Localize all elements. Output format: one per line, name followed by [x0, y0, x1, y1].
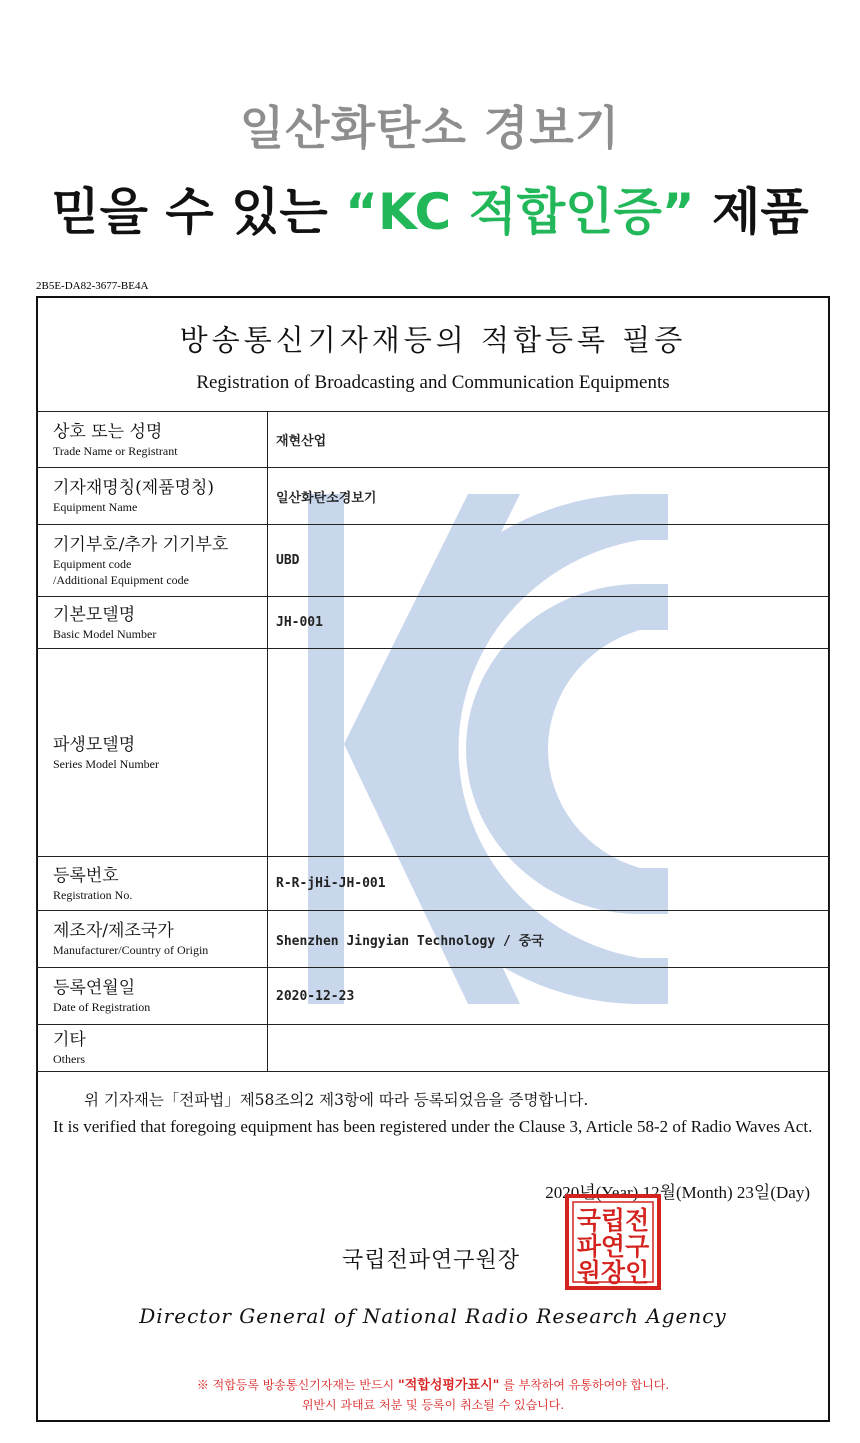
table-row [37, 968, 830, 1025]
notice-emphasis: "적합성평가표시" [397, 1378, 500, 1393]
row-label [37, 649, 268, 857]
table-row [37, 649, 830, 857]
row-label [37, 597, 268, 649]
certification-statement-english: It is verified that foregoing equipment has been registered under the Clause 3, Article 58-2 of Radio Waves Act. [53, 1117, 813, 1136]
agency-name-english: Director General of National Radio Research Agency [139, 1304, 727, 1328]
agency-name-korean: 국립전파연구원장 [342, 1248, 521, 1273]
label-korean: 상호 또는 성명 [53, 421, 163, 442]
label-english: Series Model Number [53, 756, 159, 771]
row-value: Shenzhen Jingyian Technology / 중국 [268, 911, 830, 968]
label-english: Registration No. [53, 887, 133, 902]
label-korean: 기본모델명 [53, 604, 136, 625]
table-row [37, 468, 830, 525]
issue-date: 2020년(Year) 12월(Month) 23일(Day) [545, 1183, 810, 1202]
label-korean: 제조자/제조국가 [53, 921, 174, 941]
hero-headline [0, 172, 860, 244]
notice-text: ※ 적합등록 방송통신기자재는 반드시 [196, 1378, 398, 1392]
hero-subtitle: 일산화탄소 경보기 [239, 101, 621, 155]
hero-headline-suffix: 제품 [694, 183, 809, 241]
label-english: Equipment Name [53, 500, 138, 514]
row-value: 재현산업 [268, 412, 830, 468]
row-value [268, 1025, 830, 1072]
row-label [37, 525, 268, 597]
label-english: Manufacturer/Country of Origin [53, 943, 209, 957]
label-korean: 등록번호 [53, 865, 119, 886]
table-row [37, 597, 830, 649]
notice-line-1 [38, 1374, 828, 1393]
row-label [37, 857, 268, 911]
label-korean: 기기부호/추가 기기부호 [53, 534, 229, 555]
label-korean: 등록연월일 [53, 978, 136, 998]
table-row [37, 525, 830, 597]
label-korean: 기자재명칭(제품명칭) [53, 478, 215, 498]
row-value: 2020-12-23 [268, 968, 830, 1025]
row-value [268, 649, 830, 857]
notice-text: 를 부착하여 유통하여야 합니다. [499, 1378, 670, 1392]
row-label [37, 468, 268, 525]
certificate-title-english: Registration of Broadcasting and Communication Equipments [196, 372, 670, 393]
registration-table [36, 411, 830, 1072]
label-korean: 파생모델명 [53, 734, 136, 755]
table-row [37, 1025, 830, 1072]
seal-text-line: 국립전 [576, 1206, 650, 1235]
row-label [37, 1025, 268, 1072]
label-english: Equipment code [53, 556, 132, 571]
notice-line-2: 위반시 과태료 처분 및 등록이 취소될 수 있습니다. [301, 1398, 565, 1412]
label-english: Others [53, 1052, 85, 1066]
label-korean: 기타 [53, 1030, 86, 1050]
row-label [37, 911, 268, 968]
row-label [37, 412, 268, 468]
row-label [37, 968, 268, 1025]
certificate-document [36, 296, 830, 1422]
seal-text-line: 원장인 [576, 1258, 650, 1287]
hero-headline-highlight: “KC 적합인증” [345, 183, 695, 241]
table-row [37, 412, 830, 468]
official-seal-icon [564, 1193, 662, 1291]
label-english: Date of Registration [53, 1000, 151, 1014]
certification-statement-korean: 위 기자재는「전파법」제58조의2 제3항에 따라 등록되었음을 증명합니다. [84, 1091, 589, 1109]
table-row [37, 857, 830, 911]
row-value: R-R-jHi-JH-001 [268, 857, 830, 911]
row-value: JH-001 [268, 597, 830, 649]
seal-text-line: 파연구 [576, 1232, 650, 1261]
row-value: 일산화탄소경보기 [268, 468, 830, 525]
certificate-title-korean: 방송통신기자재등의 적합등록 필증 [179, 323, 687, 357]
document-code: 2B5E-DA82-3677-BE4A [36, 280, 149, 292]
row-value: UBD [268, 525, 830, 597]
label-english: Basic Model Number [53, 626, 157, 641]
label-english: Trade Name or Registrant [53, 443, 178, 458]
table-row [37, 911, 830, 968]
label-english-line2: /Additional Equipment code [53, 572, 189, 587]
hero-headline-prefix: 믿을 수 있는 [51, 183, 346, 241]
